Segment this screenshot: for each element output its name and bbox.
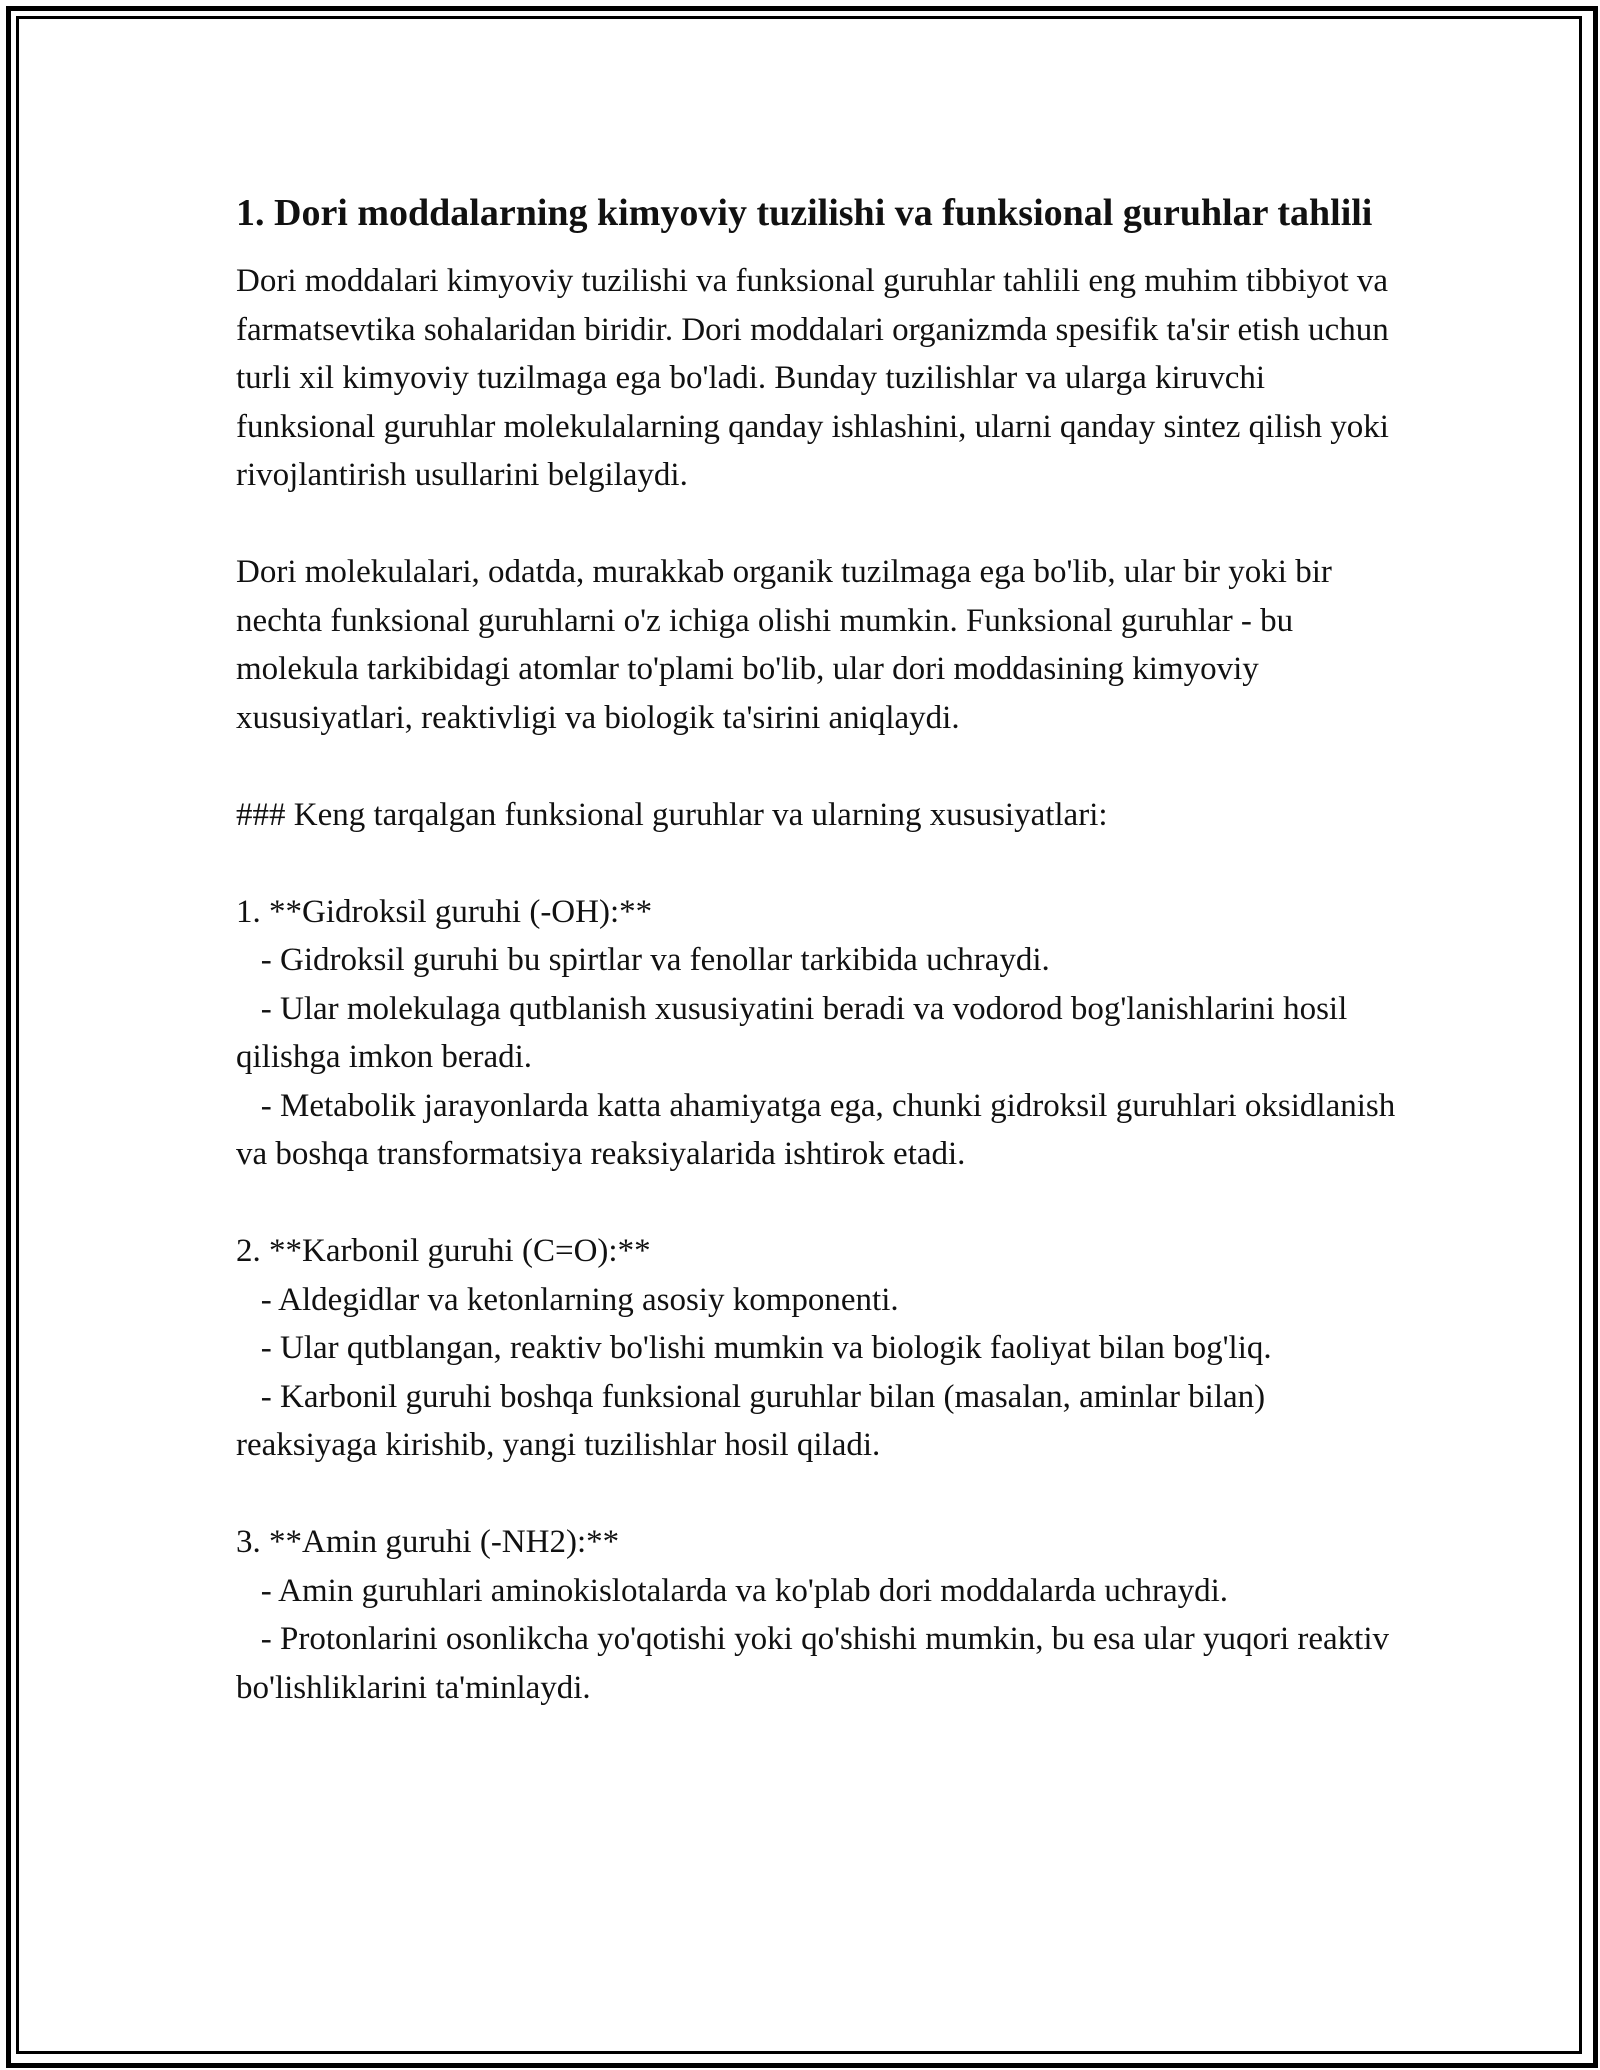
spacer	[236, 1179, 1396, 1228]
group-title: 1. **Gidroksil guruhi (-OH):**	[236, 893, 653, 930]
spacer	[236, 500, 1396, 549]
spacer	[236, 839, 1396, 888]
group-bullet: - Ular molekulaga qutblanish xususiyatini beradi va vodorod bog'lanishlarini hosil qilishga imkon beradi.	[236, 990, 1356, 1075]
second-paragraph: Dori molekulalari, odatda, murakkab organik tuzilmaga ega bo'lib, ular bir yoki bir nechta funksional guruhlarni o'z ichiga olishi mumkin. Funksional guruhlar - bu molekula tarkibidagi atomlar to'plami bo'lib, ular dori moddasining kimyoviy xususiyatlari, reaktivligi va biologik ta'sirini aniqlaydi.	[236, 554, 1341, 736]
group-bullet: - Protonlarini osonlikcha yo'qotishi yoki qo'shishi mumkin, bu esa ular yuqori reaktiv bo'lishliklarini ta'minlaydi.	[236, 1621, 1398, 1706]
group-bullet: - Ular qutblangan, reaktiv bo'lishi mumkin va biologik faoliyat bilan bog'liq.	[236, 1330, 1272, 1366]
document-body	[236, 186, 1404, 1712]
spacer	[236, 1470, 1396, 1519]
group-carbonyl	[236, 1227, 1396, 1470]
group-bullet: - Metabolik jarayonlarda katta ahamiyatga ega, chunki gidroksil guruhlari oksidlanish va boshqa transformatsiya reaksiyalarida ishtirok etadi.	[236, 1087, 1404, 1172]
group-bullet: - Gidroksil guruhi bu spirtlar va fenollar tarkibida uchraydi.	[236, 942, 1050, 978]
group-title: 2. **Karbonil guruhi (C=O):**	[236, 1233, 651, 1269]
intro-paragraph: Dori moddalari kimyoviy tuzilishi va funksional guruhlar tahlili eng muhim tibbiyot va farmatsevtika sohalaridan biridir. Dori moddalari organizmda spesifik ta'sir etish uchun turli xil kimyoviy tuzilmaga ega bo'ladi. Bunday tuzilishlar va ularga kiruvchi funksional guruhlar molekulalarning qanday ishlashini, ularni qanday sintez qilish yoki rivojlantirish usullarini belgilaydi.	[236, 263, 1398, 493]
document-heading: 1. Dori moddalarning kimyoviy tuzilishi va funksional guruhlar tahlili	[236, 192, 1373, 234]
group-bullet: - Karbonil guruhi boshqa funksional guruhlar bilan (masalan, aminlar bilan) reaksiyaga kirishib, yangi tuzilishlar hosil qiladi.	[236, 1378, 1274, 1463]
group-title: 3. **Amin guruhi (-NH2):**	[236, 1524, 620, 1560]
section-subheading: ### Keng tarqalgan funksional guruhlar va ularning xususiyatlari:	[236, 796, 1108, 833]
spacer	[236, 742, 1396, 791]
group-bullet: - Amin guruhlari aminokislotalarda va ko'plab dori moddalarda uchraydi.	[236, 1572, 1229, 1609]
group-bullet: - Aldegidlar va ketonlarning asosiy komponenti.	[236, 1281, 899, 1318]
group-hydroxyl	[236, 888, 1404, 1179]
group-amine	[236, 1518, 1396, 1712]
